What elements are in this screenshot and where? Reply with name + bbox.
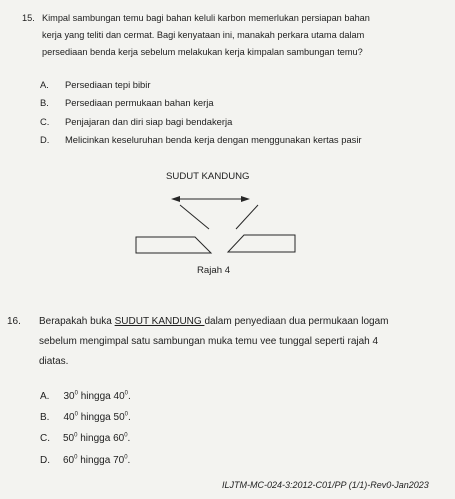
degree-sign: 0 [124, 432, 128, 439]
q16-option-d-from: 60 [63, 455, 75, 466]
q16-option-a [40, 391, 131, 402]
q16-option-d-to: 70 [113, 455, 125, 466]
q16-option-c-sep: hingga [77, 433, 114, 444]
left-bevel-extension-line [180, 205, 209, 229]
degree-sign: 0 [74, 432, 78, 439]
q16-option-d-end: . [127, 455, 131, 466]
q15-option-d-letter: D. [40, 134, 50, 145]
q16-line-3: diatas. [39, 356, 69, 367]
q15-option-a-text: Persediaan tepi bibir [65, 79, 151, 90]
q16-option-b [40, 412, 131, 423]
right-plate [228, 235, 295, 252]
q16-line-1 [39, 316, 388, 327]
q16-option-c [40, 433, 130, 444]
q16-option-b-end: . [127, 412, 131, 423]
q15-option-b-text: Persediaan permukaan bahan kerja [65, 97, 214, 108]
q16-option-b-to: 50 [113, 412, 125, 423]
q16-option-c-end: . [127, 433, 131, 444]
degree-sign: 0 [124, 390, 128, 397]
right-arrowhead-icon [241, 196, 250, 202]
q15-line-2: kerja yang teliti dan cermat. Bagi kenyataan ini, manakah perkara utama dalam [42, 30, 365, 40]
q15-number: 15. [22, 13, 35, 23]
q16-option-b-letter: B. [40, 412, 50, 423]
figure-caption: Rajah 4 [197, 265, 231, 276]
q16-option-d-letter: D. [40, 455, 50, 466]
q15-option-d-text: Melicinkan keseluruhan benda kerja dengan menggunakan kertas pasir [65, 134, 362, 145]
degree-sign: 0 [124, 411, 128, 418]
q15-option-a-letter: A. [40, 79, 49, 90]
q16-line-1-pre: Berapakah buka [39, 316, 115, 327]
degree-sign: 0 [74, 454, 78, 461]
footer-document-code: ILJTM-MC-024-3:2012-C01/PP (1/1)-Rev0-Jan2023 [222, 480, 429, 490]
q16-number: 16. [7, 316, 21, 327]
q16-option-d-sep: hingga [77, 455, 114, 466]
q16-option-a-sep: hingga [77, 391, 114, 402]
degree-sign: 0 [74, 390, 78, 397]
figure-title: SUDUT KANDUNG [166, 171, 250, 182]
left-plate [136, 237, 211, 253]
q16-line-1-post: dalam penyediaan dua permukaan logam [204, 316, 389, 327]
q16-sudut-kandung-underlined: SUDUT KANDUNG [114, 316, 205, 327]
q15-line-3: persediaan benda kerja sebelum melakukan kerja kimpalan sambungan temu? [42, 47, 363, 57]
q16-option-b-sep: hingga [77, 412, 114, 423]
q16-option-c-letter: C. [40, 433, 50, 444]
q16-option-b-from: 40 [63, 412, 75, 423]
q16-option-c-to: 60 [113, 433, 125, 444]
q16-option-a-letter: A. [40, 391, 50, 402]
q16-option-a-end: . [127, 391, 131, 402]
degree-sign: 0 [74, 411, 78, 418]
q15-option-b-letter: B. [40, 97, 49, 108]
q16-option-c-from: 50 [63, 433, 75, 444]
degree-sign: 0 [124, 454, 128, 461]
right-bevel-extension-line [236, 205, 258, 229]
q15-option-c-text: Penjajaran dan diri siap bagi bendakerja [65, 116, 233, 127]
q16-line-2: sebelum mengimpal satu sambungan muka temu vee tunggal seperti rajah 4 [39, 336, 379, 347]
q16-option-a-to: 40 [113, 391, 125, 402]
q16-option-d [40, 455, 130, 466]
q15-line-1: Kimpal sambungan temu bagi bahan keluli karbon memerlukan persiapan bahan [42, 13, 370, 23]
q16-option-a-from: 30 [63, 391, 75, 402]
q15-option-c-letter: C. [40, 116, 50, 127]
left-arrowhead-icon [171, 196, 180, 202]
